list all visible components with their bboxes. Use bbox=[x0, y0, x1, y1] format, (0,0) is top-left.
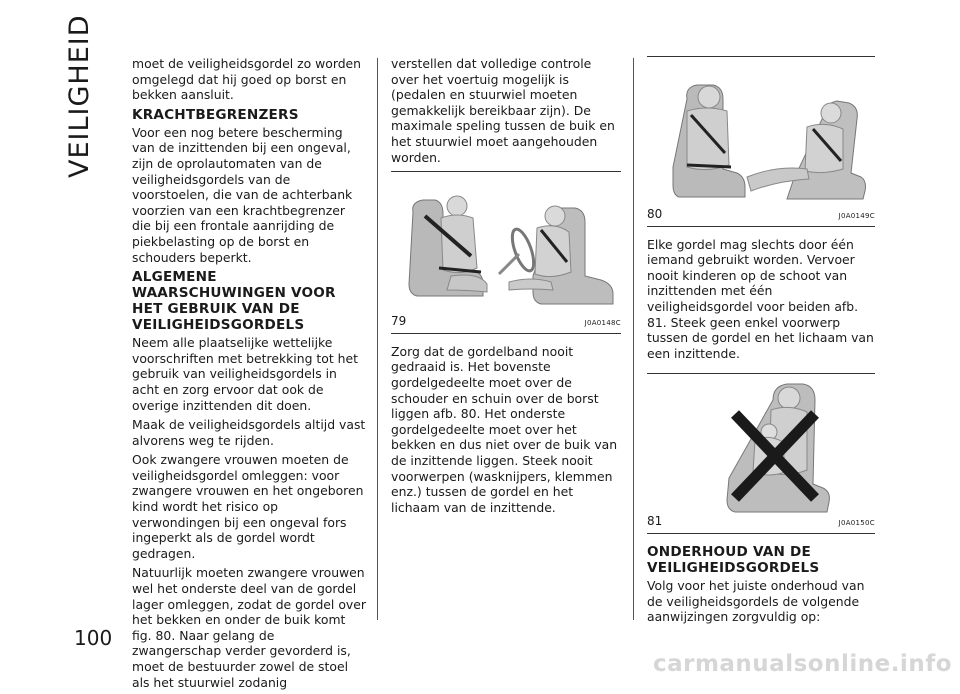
figure-code: J0A0150C bbox=[838, 519, 875, 528]
paragraph: Elke gordel mag slechts door één iemand gebruikt worden. Vervoer nooit kinderen op de schoot van inzittenden met één veiligheidsgordel voor beiden afb. 81. Steek geen enkel voorwerp tussen de gordel en het lichaam van een inzittende. bbox=[647, 236, 874, 361]
figure-number: 80 bbox=[647, 207, 663, 221]
paragraph: verstellen dat volledige controle over het voertuig mogelijk is (pedalen en stuurwiel moeten gemakkelijk bereikbaar zijn). De maximale speling tussen de buik en het stuurwiel moet aangehouden worden. bbox=[391, 56, 615, 165]
paragraph: Natuurlijk moeten zwangere vrouwen wel het onderste deel van de gordel lager omleggen, zodat de gordel over het bekken en onder de buik komt fig. 80. Naar gelang de zwangerschap verder gevorderd is, moet de bestuurder zowel de stoel als het stuurwiel zodanig bbox=[132, 565, 366, 690]
figure-code: J0A0148C bbox=[584, 319, 621, 328]
figure-caption bbox=[647, 207, 875, 227]
paragraph: Neem alle plaatselijke wettelijke voorschriften met betrekking tot het gebruik van veiligheidsgordels in acht en zorg ervoor dat ook de overige inzittenden dit doen. bbox=[132, 335, 358, 413]
figure-code: J0A0149C bbox=[838, 212, 875, 220]
section-title: VEILIGHEID bbox=[64, 14, 95, 178]
paragraph: Maak de veiligheidsgordels altijd vast alvorens weg te rijden. bbox=[132, 417, 366, 448]
text-column-3 bbox=[647, 56, 875, 629]
paragraph: Voor een nog betere bescherming van de inzittenden bij een ongeval, zijn de oprolautomaten van de veiligheidsgordels van de voorstoelen, die van de achterbank voorzien van een krachtbegrenzer die bij een frontale aanrijding de piekbelasting op de borst en schouders beperkt. bbox=[132, 124, 353, 265]
figure-79 bbox=[391, 172, 621, 314]
paragraph: moet de veiligheidsgordel zo worden omgelegd dat hij goed op borst en bekken aansluit. bbox=[132, 56, 362, 103]
text-column-2 bbox=[391, 56, 621, 519]
figure-number: 81 bbox=[647, 514, 663, 529]
figure-number: 79 bbox=[391, 314, 407, 329]
figure-caption bbox=[647, 514, 875, 534]
watermark: carmanualsonline.info bbox=[652, 651, 952, 677]
heading-krachtbegrenzers: KRACHTBEGRENZERS bbox=[132, 106, 299, 123]
text-column-1 bbox=[132, 56, 366, 694]
paragraph: Zorg dat de gordelband nooit gedraaid is. Het bovenste gordelgedeelte moet over de schouder en schuin over de borst liggen afb. 80. Het onderste gordelgedeelte moet over het bekken en dus niet over de buik van de inzittende liggen. Steek nooit voorwerpen (wasknijpers, klemmen enz.) tussen de gordel en het lichaam van de inzittende. bbox=[391, 343, 618, 515]
illustration-seatbelt-positions bbox=[391, 172, 621, 314]
page-number: 100 bbox=[74, 626, 113, 650]
illustration-child-on-lap-prohibited bbox=[647, 374, 875, 514]
paragraph: Volg voor het juiste onderhoud van de veiligheidsgordels de volgende aanwijzingen zorgvuldig op: bbox=[647, 577, 865, 625]
column-divider bbox=[633, 58, 634, 620]
heading-algemene-waarschuwingen: ALGEMENE WAARSCHUWINGEN VOOR HET GEBRUIK VAN DE VEILIGHEIDSGORDELS bbox=[132, 269, 336, 334]
paragraph: Ook zwangere vrouwen moeten de veiligheidsgordel omleggen: voor zwangere vrouwen en het ongeboren kind wordt het risico op verwondingen bij een ongeval fors ingeperkt als de gordel wordt gedragen. bbox=[132, 452, 364, 561]
figure-80 bbox=[647, 57, 875, 207]
column-divider bbox=[377, 58, 378, 620]
heading-onderhoud: ONDERHOUD VAN DE VEILIGHEIDSGORDELS bbox=[647, 543, 820, 576]
figure-caption bbox=[391, 314, 621, 334]
figure-81 bbox=[647, 374, 875, 514]
illustration-pregnant-seatbelt bbox=[647, 57, 875, 207]
